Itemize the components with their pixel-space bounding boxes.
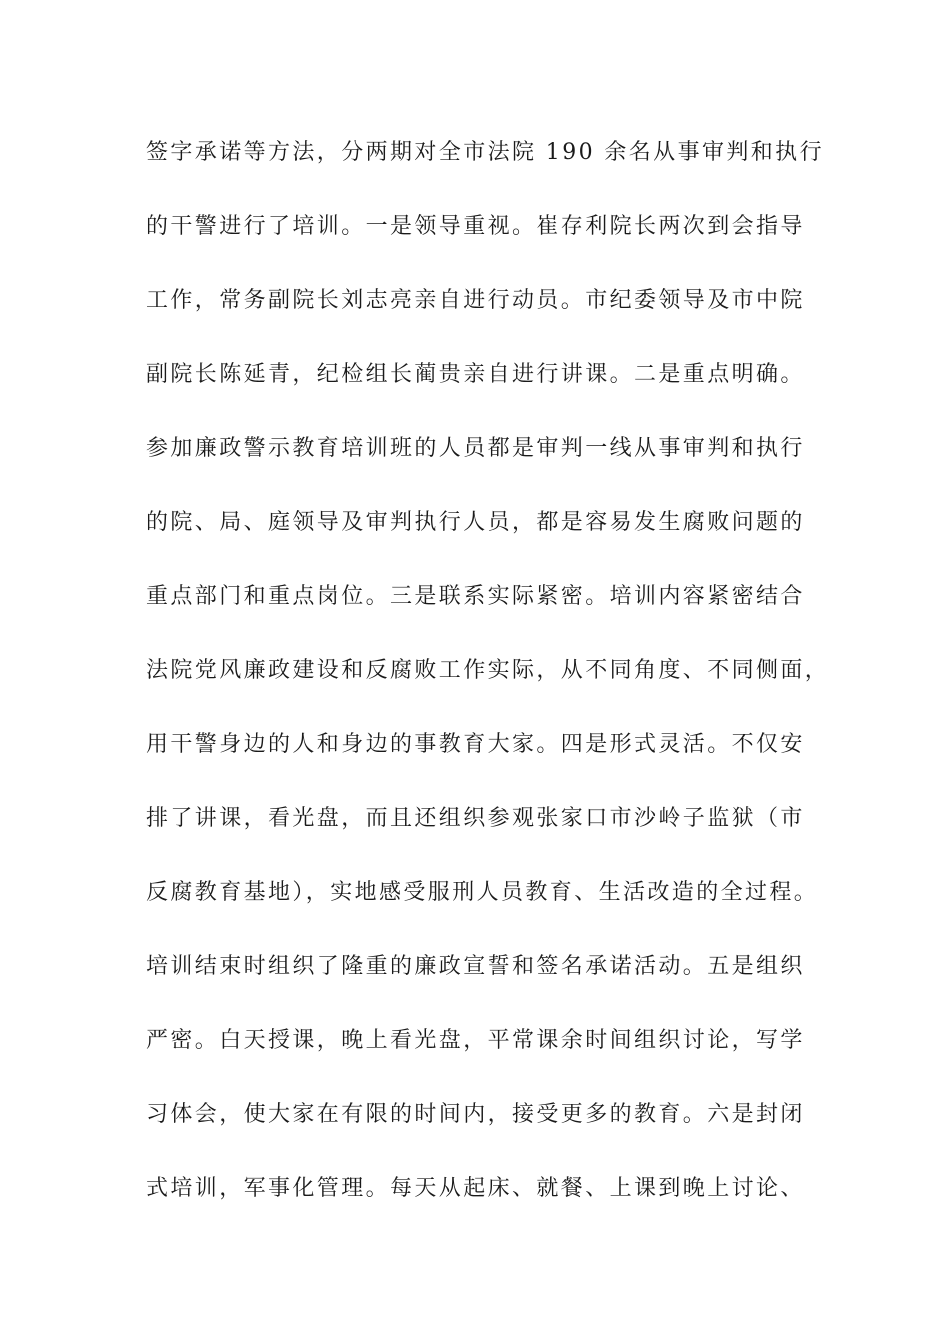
text-line: 培训结束时组织了隆重的廉政宣誓和签名承诺活动。五是组织 [146,954,805,979]
text-line: 参加廉政警示教育培训班的人员都是审判一线从事审判和执行 [146,436,805,461]
text-line: 式培训，军事化管理。每天从起床、就餐、上课到晚上讨论、 [146,1176,805,1201]
text-line: 习体会，使大家在有限的时间内，接受更多的教育。六是封闭 [146,1102,805,1127]
text-line: 工作，常务副院长刘志亮亲自进行动员。市纪委领导及市中院 [146,288,805,313]
text-line: 法院党风廉政建设和反腐败工作实际，从不同角度、不同侧面， [146,658,830,683]
text-line: 副院长陈延青，纪检组长蔺贵亲自进行讲课。二是重点明确。 [146,362,805,387]
body-paragraph [146,130,836,1240]
text-line: 严密。白天授课，晚上看光盘，平常课余时间组织讨论，写学 [146,1028,805,1053]
text-line: 的院、局、庭领导及审判执行人员，都是容易发生腐败问题的 [146,510,805,535]
text-line: 反腐教育基地），实地感受服刑人员教育、生活改造的全过程。 [146,880,819,905]
text-line: 签字承诺等方法，分两期对全市法院 190 余名从事审判和执行 [146,140,824,165]
text-line: 用干警身边的人和身边的事教育大家。四是形式灵活。不仅安 [146,732,805,757]
text-line: 排了讲课，看光盘，而且还组织参观张家口市沙岭子监狱（市 [146,806,805,831]
text-line: 重点部门和重点岗位。三是联系实际紧密。培训内容紧密结合 [146,584,805,609]
text-line: 的干警进行了培训。一是领导重视。崔存利院长两次到会指导 [146,214,805,239]
